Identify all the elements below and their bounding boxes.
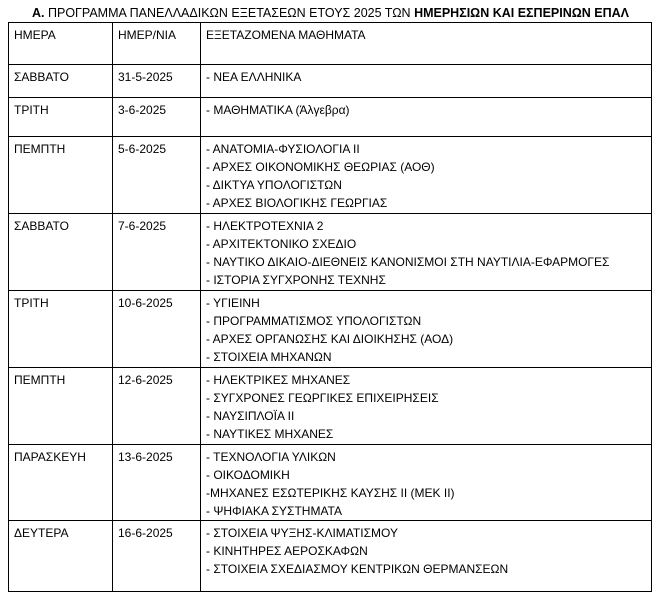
cell-date: 10-6-2025 [113,291,201,368]
subject-item: - ΚΙΝΗΤΗΡΕΣ ΑΕΡΟΣΚΑΦΩΝ [206,544,368,558]
subject-item: - ΗΛΕΚΤΡΙΚΕΣ ΜΗΧΑΝΕΣ [206,373,351,387]
table-row [9,98,652,137]
subject-item: - ΔΙΚΤΥΑ ΥΠΟΛΟΓΙΣΤΩΝ [206,178,342,192]
subject-item: - ΑΡΧΙΤΕΚΤΟΝΙΚΟ ΣΧΕΔΙΟ [206,237,357,251]
cell-subjects [201,368,652,445]
subject-item: - ΣΥΓΧΡΟΝΕΣ ΓΕΩΡΓΙΚΕΣ ΕΠΙΧΕΙΡΗΣΕΙΣ [206,391,439,405]
cell-subjects [201,291,652,368]
title-bold-text: ΗΜΕΡΗΣΙΩΝ ΚΑΙ ΕΣΠΕΡΙΝΩΝ ΕΠΑΛ [414,6,629,20]
subject-item: - ΟΙΚΟΔΟΜΙΚΗ [206,468,290,482]
subject-item: - ΑΡΧΕΣ ΟΙΚΟΝΟΜΙΚΗΣ ΘΕΩΡΙΑΣ (ΑΟΘ) [206,160,435,174]
subject-item: - ΝΕΑ ΕΛΛΗΝΙΚΑ [206,70,302,84]
table-row [9,137,652,214]
header-date: ΗΜΕΡ/ΝΙΑ [113,23,201,65]
header-day: ΗΜΕΡΑ [9,23,113,65]
subject-item: - ΝΑΥΤΙΚΕΣ ΜΗΧΑΝΕΣ [206,427,334,441]
subject-item: - ΑΡΧΕΣ ΒΙΟΛΟΓΙΚΗΣ ΓΕΩΡΓΙΑΣ [206,196,388,210]
table-row [9,521,652,592]
subject-item: - ΜΑΘΗΜΑΤΙΚΑ (Άλγεβρα) [206,103,350,117]
cell-day: ΤΡΙΤΗ [9,98,113,137]
cell-subjects [201,65,652,98]
subject-item: - ΝΑΥΤΙΚΟ ΔΙΚΑΙΟ-ΔΙΕΘΝΕΙΣ ΚΑΝΟΝΙΣΜΟΙ ΣΤΗ ΝΑΥΤΙΛΙΑ-ΕΦΑΡΜΟΓΕΣ [206,255,610,269]
subject-item: -ΜΗΧΑΝΕΣ ΕΣΩΤΕΡΙΚΗΣ ΚΑΥΣΗΣ ΙΙ (ΜΕΚ ΙΙ) [206,486,455,500]
subject-item: - ΗΛΕΚΤΡΟΤΕΧΝΙΑ 2 [206,219,324,233]
cell-subjects [201,137,652,214]
subject-item: - ΣΤΟΙΧΕΙΑ ΣΧΕΔΙΑΣΜΟΥ ΚΕΝΤΡΙΚΩΝ ΘΕΡΜΑΝΣΕΩΝ [206,562,509,576]
cell-date: 16-6-2025 [113,521,201,592]
cell-day: ΠΑΡΑΣΚΕΥΗ [9,445,113,521]
title-text: ΠΡΟΓΡΑΜΜΑ ΠΑΝΕΛΛΑΔΙΚΩΝ ΕΞΕΤΑΣΕΩΝ ΕΤΟΥΣ 2025 ΤΩΝ [44,6,415,20]
cell-day: ΤΡΙΤΗ [9,291,113,368]
cell-date: 31-5-2025 [113,65,201,98]
cell-subjects [201,445,652,521]
cell-day: ΠΕΜΠΤΗ [9,368,113,445]
table-header-row [9,23,652,65]
exam-schedule-table [8,22,652,592]
table-row [9,445,652,521]
cell-subjects [201,214,652,291]
document-title [0,6,661,21]
table-row [9,214,652,291]
cell-date: 3-6-2025 [113,98,201,137]
cell-date: 12-6-2025 [113,368,201,445]
subject-item: - ΝΑΥΣΙΠΛΟΪΑ ΙΙ [206,409,295,423]
cell-day: ΣΑΒΒΑΤΟ [9,214,113,291]
table-row [9,65,652,98]
cell-day: ΔΕΥΤΕΡΑ [9,521,113,592]
cell-day: ΣΑΒΒΑΤΟ [9,65,113,98]
subject-item: - ΣΤΟΙΧΕΙΑ ΜΗΧΑΝΩΝ [206,350,332,364]
cell-day: ΠΕΜΠΤΗ [9,137,113,214]
subject-item: - ΑΡΧΕΣ ΟΡΓΑΝΩΣΗΣ ΚΑΙ ΔΙΟΙΚΗΣΗΣ (ΑΟΔ) [206,332,454,346]
cell-date: 13-6-2025 [113,445,201,521]
cell-date: 7-6-2025 [113,214,201,291]
cell-date: 5-6-2025 [113,137,201,214]
subject-item: - ΨΗΦΙΑΚΑ ΣΥΣΤΗΜΑΤΑ [206,504,343,518]
subject-item: - ΠΡΟΓΡΑΜΜΑΤΙΣΜΟΣ ΥΠΟΛΟΓΙΣΤΩΝ [206,314,422,328]
subject-item: - ΑΝΑΤΟΜΙΑ-ΦΥΣΙΟΛΟΓΙΑ ΙΙ [206,142,360,156]
table-row [9,368,652,445]
table-row [9,291,652,368]
subject-item: - ΤΕΧΝΟΛΟΓΙΑ ΥΛΙΚΩΝ [206,450,336,464]
subject-item: - ΣΤΟΙΧΕΙΑ ΨΥΞΗΣ-ΚΛΙΜΑΤΙΣΜΟΥ [206,526,398,540]
subject-item: - ΥΓΙΕΙΝΗ [206,296,260,310]
cell-subjects [201,521,652,592]
cell-subjects [201,98,652,137]
title-prefix: Α. [31,6,45,20]
subject-item: - ΙΣΤΟΡΙΑ ΣΥΓΧΡΟΝΗΣ ΤΕΧΝΗΣ [206,273,386,287]
header-subjects: ΕΞΕΤΑΖΟΜΕΝΑ ΜΑΘΗΜΑΤΑ [201,23,652,65]
